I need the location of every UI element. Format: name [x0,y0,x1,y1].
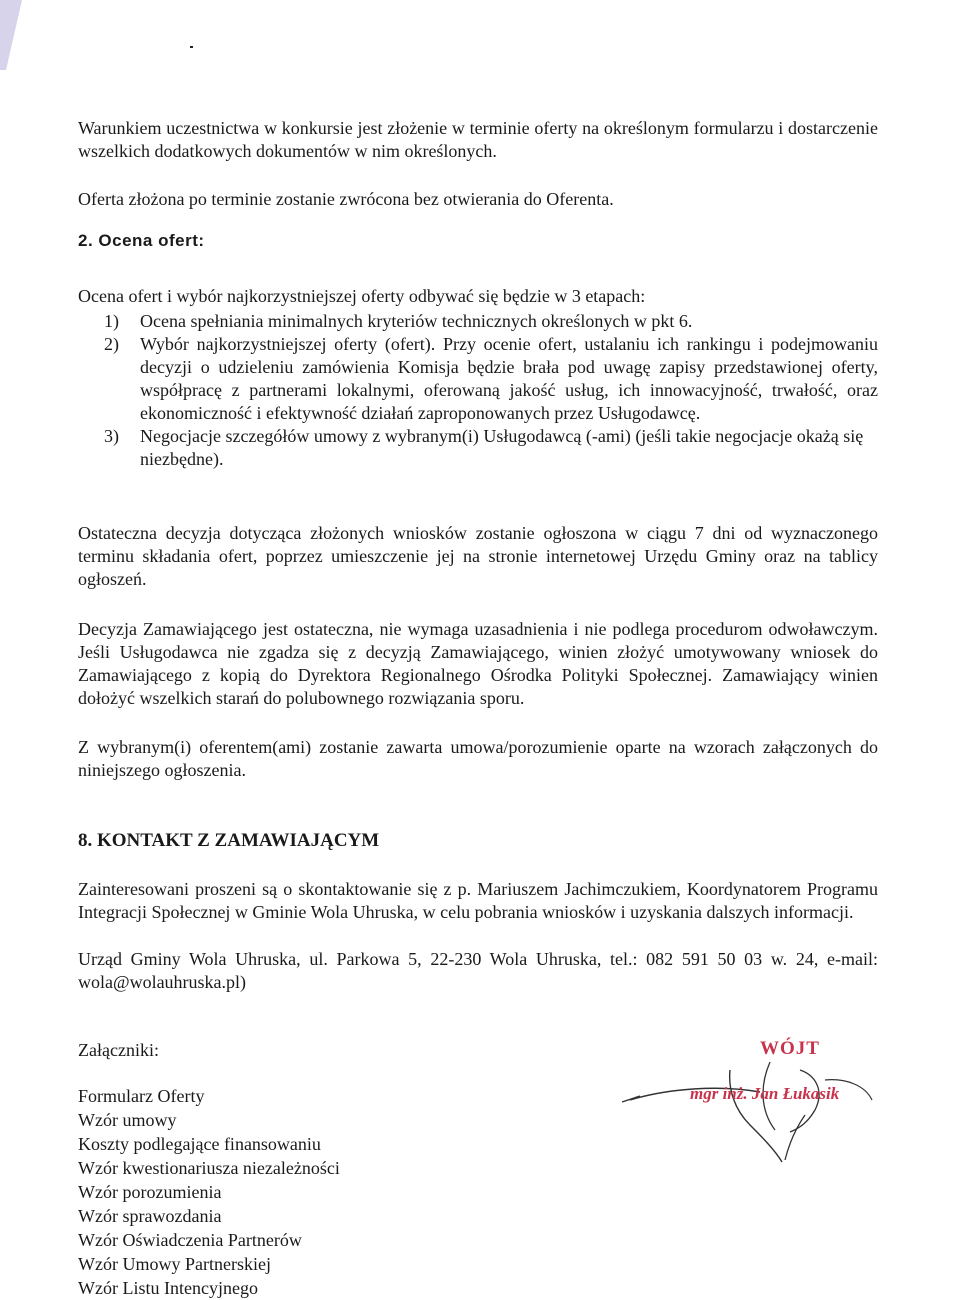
attachment-item: Wzór Listu Intencyjnego [78,1278,258,1298]
late-offer-note: Oferta złożona po terminie zostanie zwrócona bez otwierania do Oferenta. [78,189,614,209]
stage-item [104,333,878,425]
attachments-list [78,1084,340,1300]
stage-text: Wybór najkorzystniejszej oferty (ofert). Przy ocenie ofert, ustalaniu ich rankingu i podejmowaniu decyzji o udzieleniu zamówienia Komisja będzie brała pod uwagę zapisy przedstawionej oferty, współpracę z partnerami lokalnymi, oferowaną jakość usług, ich innowacyjność, trwałość, oraz ekonomiczność i efektywność działań zaproponowanych przez Usługodawcę. [140,334,878,423]
attachment-item: Wzór Umowy Partnerskiej [78,1254,271,1274]
signature-stamp [610,1030,900,1170]
stage-text: Negocjacje szczegółów umowy z wybranym(i) Usługodawcą (-ami) (jeśli takie negocjacje okażą się niezbędne). [140,426,864,469]
attachments-label: Załączniki: [78,1040,159,1060]
final-decision-paragraph: Ostateczna decyzja dotycząca złożonych wniosków zostanie ogłoszona w ciągu 7 dni od wyznaczonego terminu składania ofert, poprzez umieszczenie jej na stronie internetowej Urzędu Gminy oraz na tablicy ogłoszeń. [78,523,878,589]
attachment-item: Wzór Oświadczenia Partnerów [78,1230,302,1250]
contact-address: Urząd Gminy Wola Uhruska, ul. Parkowa 5, 22-230 Wola Uhruska, tel.: 082 591 50 03 w. 24, e-mail: wola@wolauhruska.pl) [78,949,878,992]
evaluation-lead: Ocena ofert i wybór najkorzystniejszej oferty odbywać się będzie w 3 etapach: [78,286,646,306]
section-heading-ocena: 2. Ocena ofert: [78,231,205,250]
contract-paragraph: Z wybranym(i) oferentem(ami) zostanie zawarta umowa/porozumienie oparte na wzorach załączonych do niniejszego ogłoszenia. [78,737,878,780]
scan-edge-mark [0,0,22,70]
participation-condition: Warunkiem uczestnictwa w konkursie jest złożenie w terminie oferty na określonym formularzu i dostarczenie wszelkich dodatkowych dokumentów w nim określonych. [78,118,878,161]
stage-number: 2) [104,334,119,354]
attachment-item: Koszty podlegające finansowaniu [78,1134,321,1154]
signature-title: WÓJT [760,1038,820,1059]
stage-item [104,425,878,471]
stage-item [104,310,878,333]
signature-name: mgr inż. Jan Łukasik [690,1084,840,1103]
contact-paragraph: Zainteresowani proszeni są o skontaktowanie się z p. Mariuszem Jachimczukiem, Koordynatorem Programu Integracji Społecznej w Gminie Wola Uhruska, w celu pobrania wniosków i uzyskania dalszych informacji. [78,879,878,922]
stage-text: Ocena spełniania minimalnych kryteriów technicznych określonych w pkt 6. [140,311,693,331]
attachment-item: Wzór sprawozdania [78,1206,222,1226]
evaluation-stages [104,310,878,471]
attachment-item: Formularz Oferty [78,1086,205,1106]
attachment-item: Wzór porozumienia [78,1182,222,1202]
scan-speck [190,46,193,48]
stage-number: 1) [104,311,119,331]
stage-number: 3) [104,426,119,446]
attachment-item: Wzór umowy [78,1110,177,1130]
attachment-item: Wzór kwestionariusza niezależności [78,1158,340,1178]
section-heading-kontakt: 8. KONTAKT Z ZAMAWIAJĄCYM [78,830,380,851]
decision-appeal-paragraph: Decyzja Zamawiającego jest ostateczna, nie wymaga uzasadnienia i nie podlega procedurom odwoławczym. Jeśli Usługodawca nie zgadza się z decyzją Zamawiającego, winien złożyć umotywowany wniosek do Zamawiającego z kopią do Dyrektora Regionalnego Ośrodka Polityki Społecznej. Zamawiający winien dołożyć wszelkich starań do polubownego rozwiązania sporu. [78,619,878,708]
